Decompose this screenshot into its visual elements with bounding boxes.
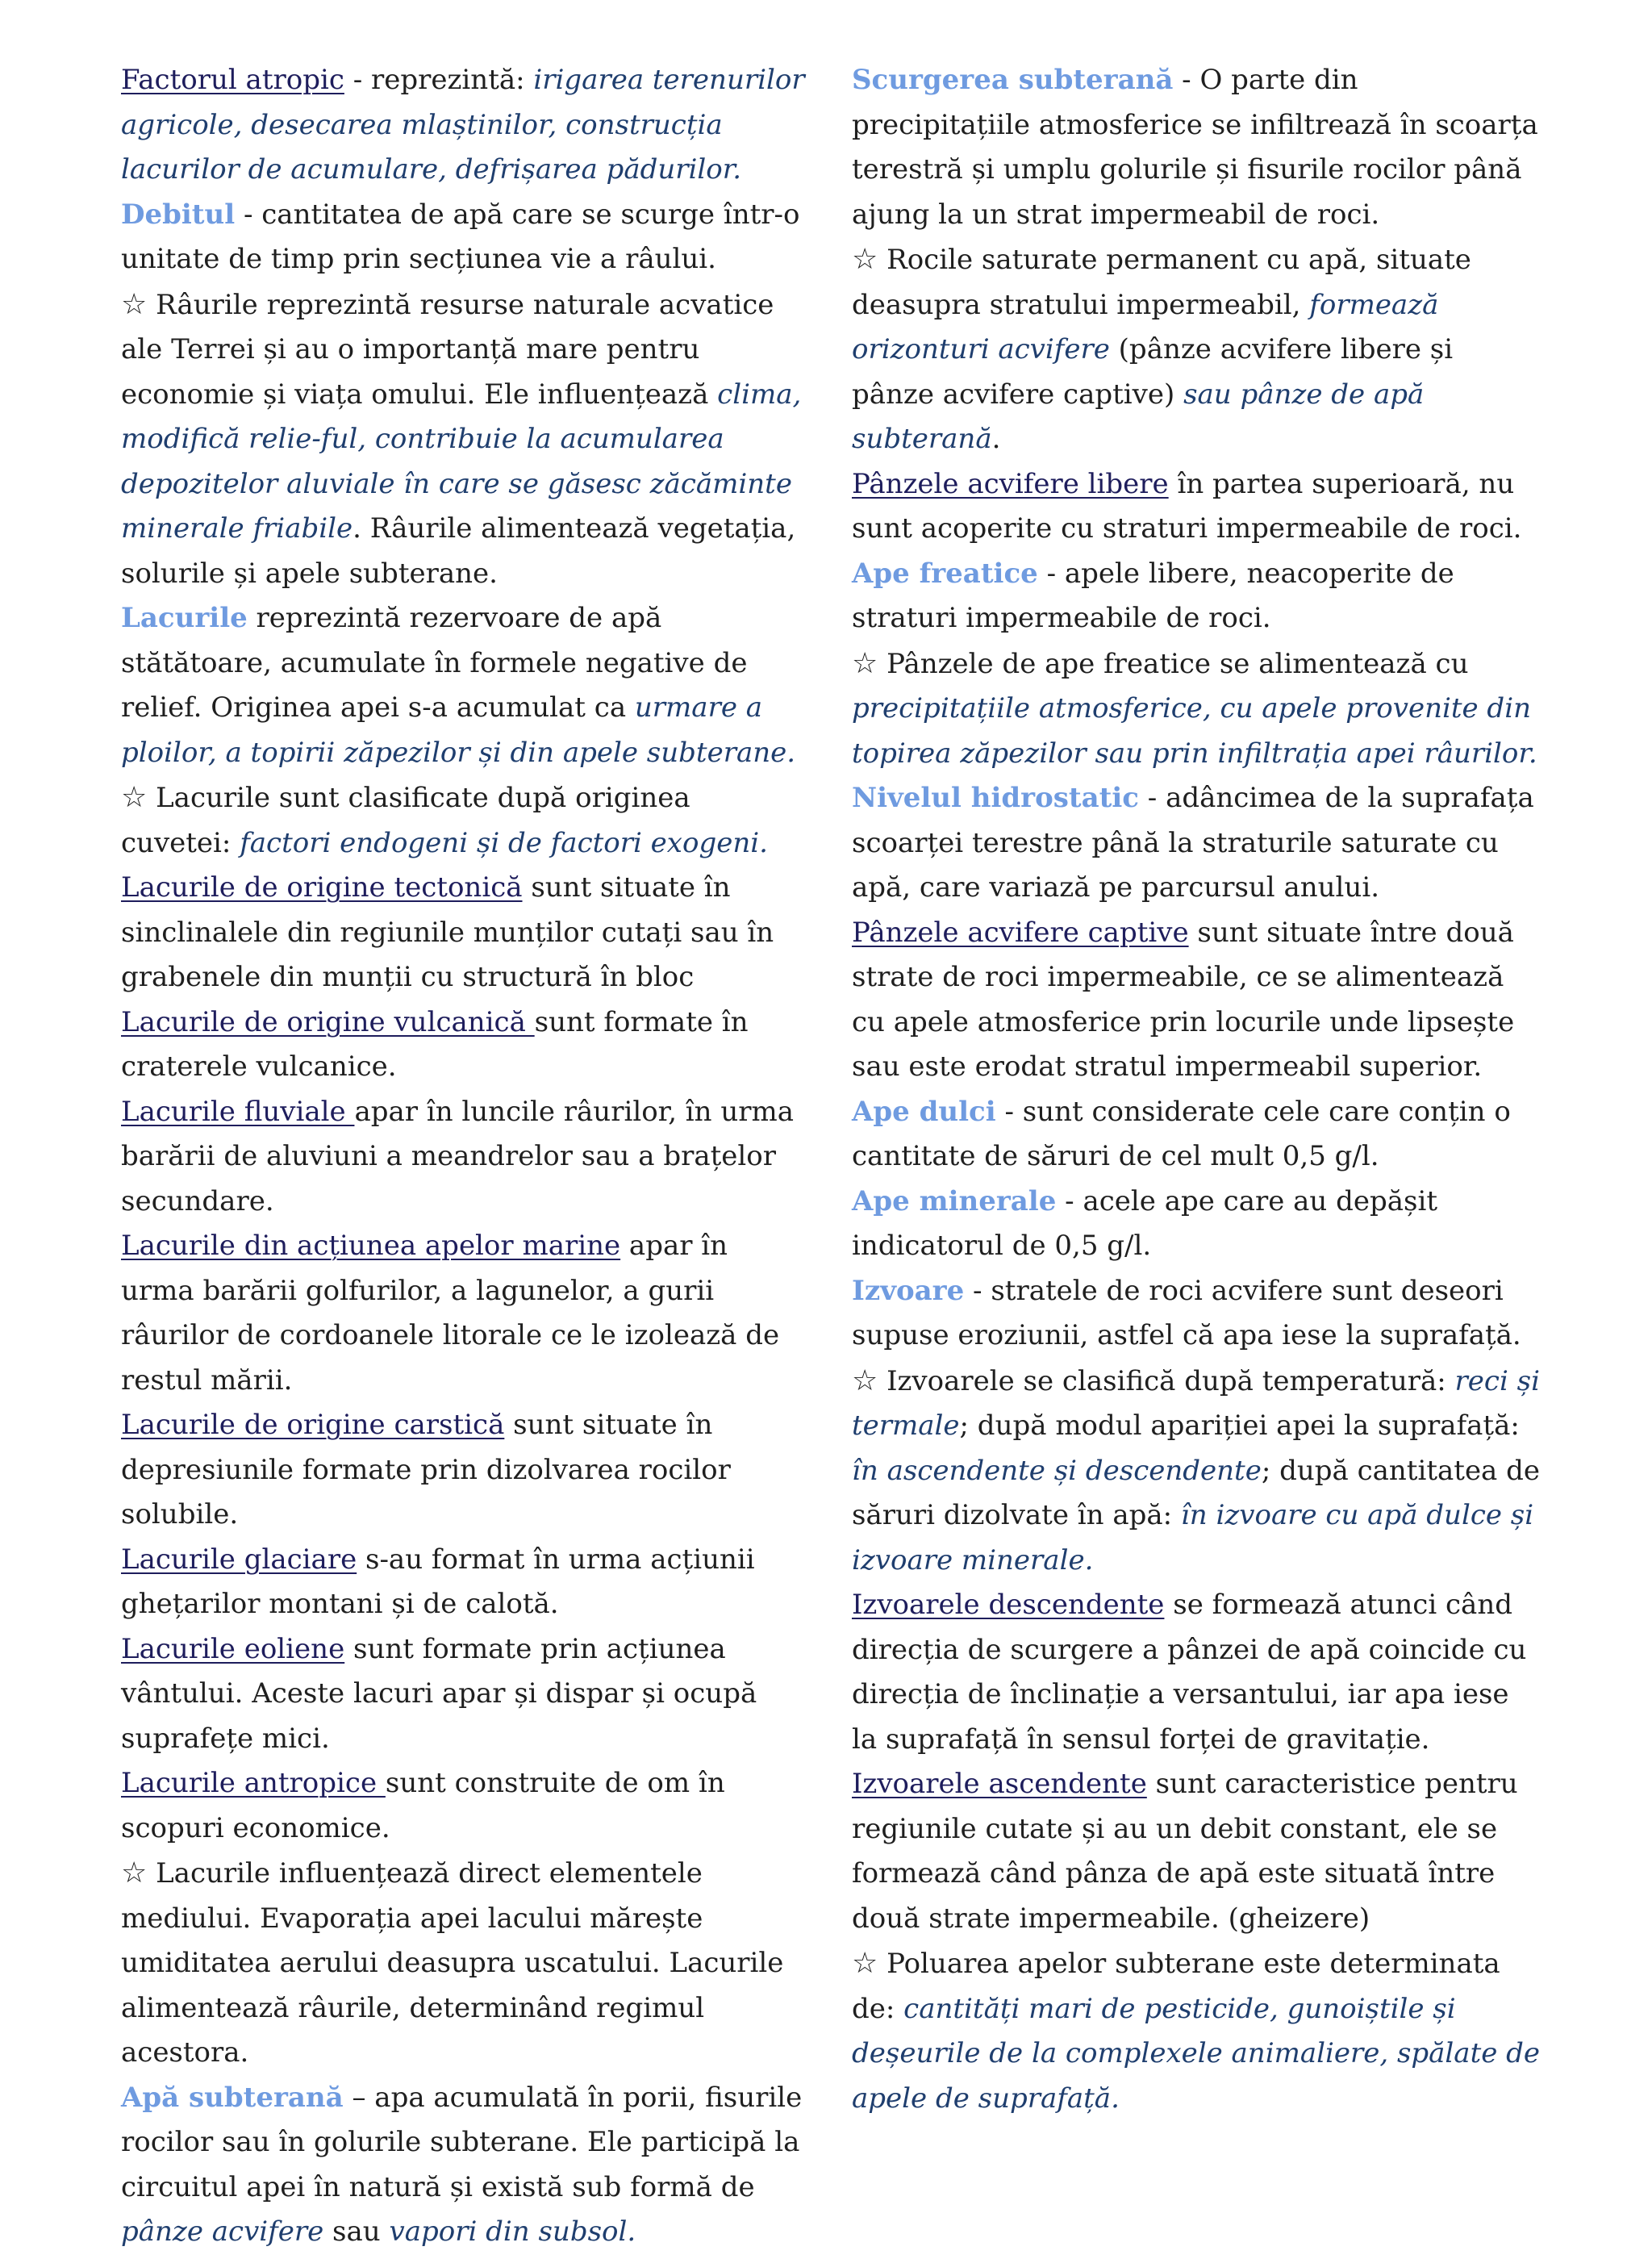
paragraph-text: apar în luncile râurilor, în urma barării de aluviuni a meandrelor sau a brațelor secundare. <box>121 1095 795 1217</box>
term-ape-minerale: Ape minerale <box>852 1184 1057 1217</box>
paragraph-lacuri-fluviale <box>121 1090 807 1225</box>
paragraph-lacuri-marine <box>121 1224 807 1403</box>
term-nivelul-hidrostatic: Nivelul hidrostatic <box>852 782 1139 814</box>
paragraph-clasificare-izvoare <box>852 1359 1541 1584</box>
emphasis-text: cantități mari de pesticide, gunoiștile și deșeurile de la complexele animaliere, spălate de apele de suprafață. <box>852 1992 1541 2115</box>
paragraph-apa-subterana <box>121 2076 807 2255</box>
star-icon: ☆ <box>852 646 878 680</box>
term-ape-freatice: Ape freatice <box>852 557 1038 590</box>
paragraph-text: Poluarea apelor subterane este determinata de: <box>852 1948 1500 2025</box>
paragraph-poluarea-apelor <box>852 1941 1541 2121</box>
paragraph-lacuri-eoliene <box>121 1627 807 1762</box>
term-izvoare: Izvoare <box>852 1274 965 1307</box>
paragraph-text: - adâncimea de la suprafața scoarței terestre până la straturile saturate cu apă, care variază pe parcursul anului. <box>852 782 1534 904</box>
paragraph-text: apar în urma barării golfurilor, a lagunelor, a gurii râurilor de cordoanele litorale ce le izolează de restul mării. <box>121 1230 780 1397</box>
term-ape-dulci: Ape dulci <box>852 1095 996 1128</box>
paragraph-debitul <box>121 193 807 282</box>
paragraph-text: - sunt considerate cele care conțin o cantitate de săruri de cel mult 0,5 g/l. <box>852 1095 1511 1172</box>
emphasis-text: formează orizonturi acvifere <box>852 288 1439 365</box>
paragraph-ape-dulci <box>852 1090 1541 1180</box>
paragraph-text: Izvoarele se clasifică după temperatură: <box>878 1364 1455 1397</box>
star-icon: ☆ <box>121 781 148 814</box>
term-lacuri-fluviale: Lacurile fluviale <box>121 1095 355 1128</box>
paragraph-clasificare-lacuri <box>121 775 807 866</box>
paragraph-text: sunt formate prin acțiunea vântului. Aceste lacuri apar și dispar și ocupă suprafețe mici. <box>121 1632 757 1755</box>
paragraph-panze-libere <box>852 462 1541 552</box>
emphasis-text: clima, modifică relie-ful, contribuie la acumularea depozitelor aluviale în care se găsesc zăcăminte minerale friabile <box>121 378 802 545</box>
term-lacuri-carstice: Lacurile de origine carstică <box>121 1409 505 1441</box>
emphasis-text: vapori din subsol. <box>389 2215 636 2248</box>
emphasis-text: irigarea terenurilor agricole, desecarea mlaștinilor, construcția lacurilor de acumulare, defrișarea pădurilor. <box>121 64 805 186</box>
paragraph-text: sunt situate între două strate de roci impermeabile, ce se alimentează cu apele atmosferice prin locurile unde lipsește sau este erodat stratul impermeabil superior. <box>852 916 1515 1083</box>
term-izvoare-descendente: Izvoarele descendente <box>852 1589 1165 1621</box>
paragraph-text: ; după modul apariției apei la suprafață: <box>959 1409 1520 1442</box>
paragraph-izvoare-ascendente <box>852 1762 1541 1941</box>
paragraph-text: se formează atunci când direcția de scurgere a pânzei de apă coincide cu direcția de înclinație a versantului, iar apa iese la suprafață în sensul forței de gravitație. <box>852 1589 1527 1756</box>
paragraph-lacuri-antropice <box>121 1761 807 1851</box>
term-lacuri-tectonice: Lacurile de origine tectonică <box>121 871 523 904</box>
paragraph-text: în partea superioară, nu sunt acoperite cu straturi impermeabile de roci. <box>852 467 1522 545</box>
paragraph-text: (pânze acvifere libere și pânze acvifere captive) <box>852 333 1454 411</box>
paragraph-text: sau <box>323 2215 390 2248</box>
emphasis-text: reci și termale <box>852 1364 1540 1442</box>
paragraph-lacuri-tectonice <box>121 866 807 1000</box>
term-lacuri-marine: Lacurile din acțiunea apelor marine <box>121 1230 621 1262</box>
term-lacuri-antropice: Lacurile antropice <box>121 1767 386 1799</box>
paragraph-lacurile <box>121 596 807 775</box>
term-lacuri-vulcanice: Lacurile de origine vulcanică <box>121 1005 535 1038</box>
emphasis-text: în izvoare cu apă dulce și izvoare minerale. <box>852 1499 1534 1576</box>
paragraph-text: ; după cantitatea de săruri dizolvate în apă: <box>852 1454 1541 1531</box>
paragraph-text: – apa acumulată în porii, fisurile rocilor sau în golurile subterane. Ele participă la circuitul apei în natură și există sub formă de <box>121 2081 803 2203</box>
paragraph-text: sunt caracteristice pentru regiunile cutate și au un debit constant, ele se formează când pânza de apă este situată între două strate impermeabile. (gheizere) <box>852 1768 1518 1935</box>
paragraph-panze-captive <box>852 911 1541 1090</box>
paragraph-text: - acele ape care au depășit indicatorul de 0,5 g/l. <box>852 1184 1438 1262</box>
paragraph-text: Lacurile sunt clasificate după originea cuvetei: <box>121 782 690 859</box>
star-icon: ☆ <box>852 1947 878 1980</box>
emphasis-text: în ascendente și descendente <box>852 1454 1262 1487</box>
emphasis-text: sau pânze de apă subterană <box>852 378 1425 455</box>
paragraph-ape-minerale <box>852 1180 1541 1269</box>
paragraph-text: Rocile saturate permanent cu apă, situate deasupra stratului impermeabil, <box>852 244 1471 321</box>
paragraph-alimentare-freatice <box>852 641 1541 777</box>
star-icon: ☆ <box>121 287 148 321</box>
paragraph-ape-freatice <box>852 552 1541 641</box>
term-factorul-atropic: Factorul atropic <box>121 64 344 96</box>
emphasis-text: urmare a ploilor, a topirii zăpezilor și din apele subterane. <box>121 691 796 769</box>
term-scurgerea-subterana: Scurgerea subterană <box>852 64 1174 96</box>
paragraph-text: . <box>991 423 1001 455</box>
paragraph-text: sunt formate în craterele vulcanice. <box>121 1005 749 1083</box>
term-apa-subterana: Apă subterană <box>121 2081 344 2114</box>
paragraph-influenta-lacuri <box>121 1851 807 2076</box>
term-lacuri-glaciare: Lacurile glaciare <box>121 1543 357 1576</box>
paragraph-text: Lacurile influențează direct elementele mediului. Evaporația apei lacului mărește umiditatea aerului deasupra uscatului. Lacurile alimentează râurile, determinând regimul acestora. <box>121 1857 784 2069</box>
term-panze-captive: Pânzele acvifere captive <box>852 916 1189 949</box>
emphasis-text: precipitațiile atmosferice, cu apele provenite din topirea zăpezilor sau prin infiltrația apei râurilor. <box>852 692 1537 770</box>
paragraph-lacuri-vulcanice <box>121 1000 807 1090</box>
term-debitul: Debitul <box>121 198 236 231</box>
term-izvoare-ascendente: Izvoarele ascendente <box>852 1768 1147 1800</box>
paragraph-text: Pânzele de ape freatice se alimentează cu <box>878 647 1469 680</box>
paragraph-raurile <box>121 282 807 597</box>
emphasis-text: pânze acvifere <box>121 2215 324 2248</box>
paragraph-text: sunt situate în depresiunile formate prin dizolvarea rocilor solubile. <box>121 1409 731 1530</box>
emphasis-text: factori endogeni și de factori exogeni. <box>240 826 768 859</box>
paragraph-text: - O parte din precipitațiile atmosferice se infiltrează în scoarța terestră și umplu golurile și fisurile rocilor până ajung la un strat impermeabil de roci. <box>852 64 1538 231</box>
paragraph-text: s-au format în urma acțiunii ghețarilor montani și de calotă. <box>121 1543 755 1620</box>
paragraph-roci-saturate <box>852 237 1541 462</box>
paragraph-text: reprezintă rezervoare de apă stătătoare, acumulate în formele negative de relief. Originea apei s-a acumulat ca <box>121 602 748 724</box>
paragraph-lacuri-carstice <box>121 1403 807 1538</box>
term-lacurile: Lacurile <box>121 602 248 634</box>
star-icon: ☆ <box>121 1856 148 1890</box>
paragraph-text: sunt situate în sinclinalele din regiunile munților cutați sau în grabenele din munții cu structură în bloc <box>121 871 774 993</box>
paragraph-izvoare-descendente <box>852 1583 1541 1762</box>
star-icon: ☆ <box>852 1363 878 1397</box>
paragraph-text: - stratele de roci acvifere sunt deseori supuse eroziunii, astfel că apa iese la suprafață. <box>852 1274 1521 1351</box>
term-lacuri-eoliene: Lacurile eoliene <box>121 1632 345 1665</box>
paragraph-izvoare <box>852 1269 1541 1359</box>
paragraph-scurgerea-subterana <box>852 58 1541 237</box>
right-column <box>852 58 1541 2121</box>
paragraph-nivelul-hidrostatic <box>852 776 1541 911</box>
paragraph-lacuri-glaciare <box>121 1538 807 1627</box>
left-column <box>121 58 807 2255</box>
paragraph-text: sunt construite de om în scopuri economice. <box>121 1767 725 1844</box>
paragraph-text: . Râurile alimentează vegetația, solurile și apele subterane. <box>121 512 796 590</box>
paragraph-text: Râurile reprezintă resurse naturale acvatice ale Terrei și au o importanță mare pentru economie și viața omului. Ele influențează <box>121 288 774 411</box>
star-icon: ☆ <box>852 243 878 276</box>
term-panze-libere: Pânzele acvifere libere <box>852 467 1169 500</box>
paragraph-factorul-atropic <box>121 58 807 193</box>
paragraph-text: - reprezintă: <box>344 64 534 96</box>
paragraph-text: - apele libere, neacoperite de straturi impermeabile de roci. <box>852 557 1454 634</box>
paragraph-text: - cantitatea de apă care se scurge într-o unitate de timp prin secțiunea vie a râului. <box>121 198 800 275</box>
